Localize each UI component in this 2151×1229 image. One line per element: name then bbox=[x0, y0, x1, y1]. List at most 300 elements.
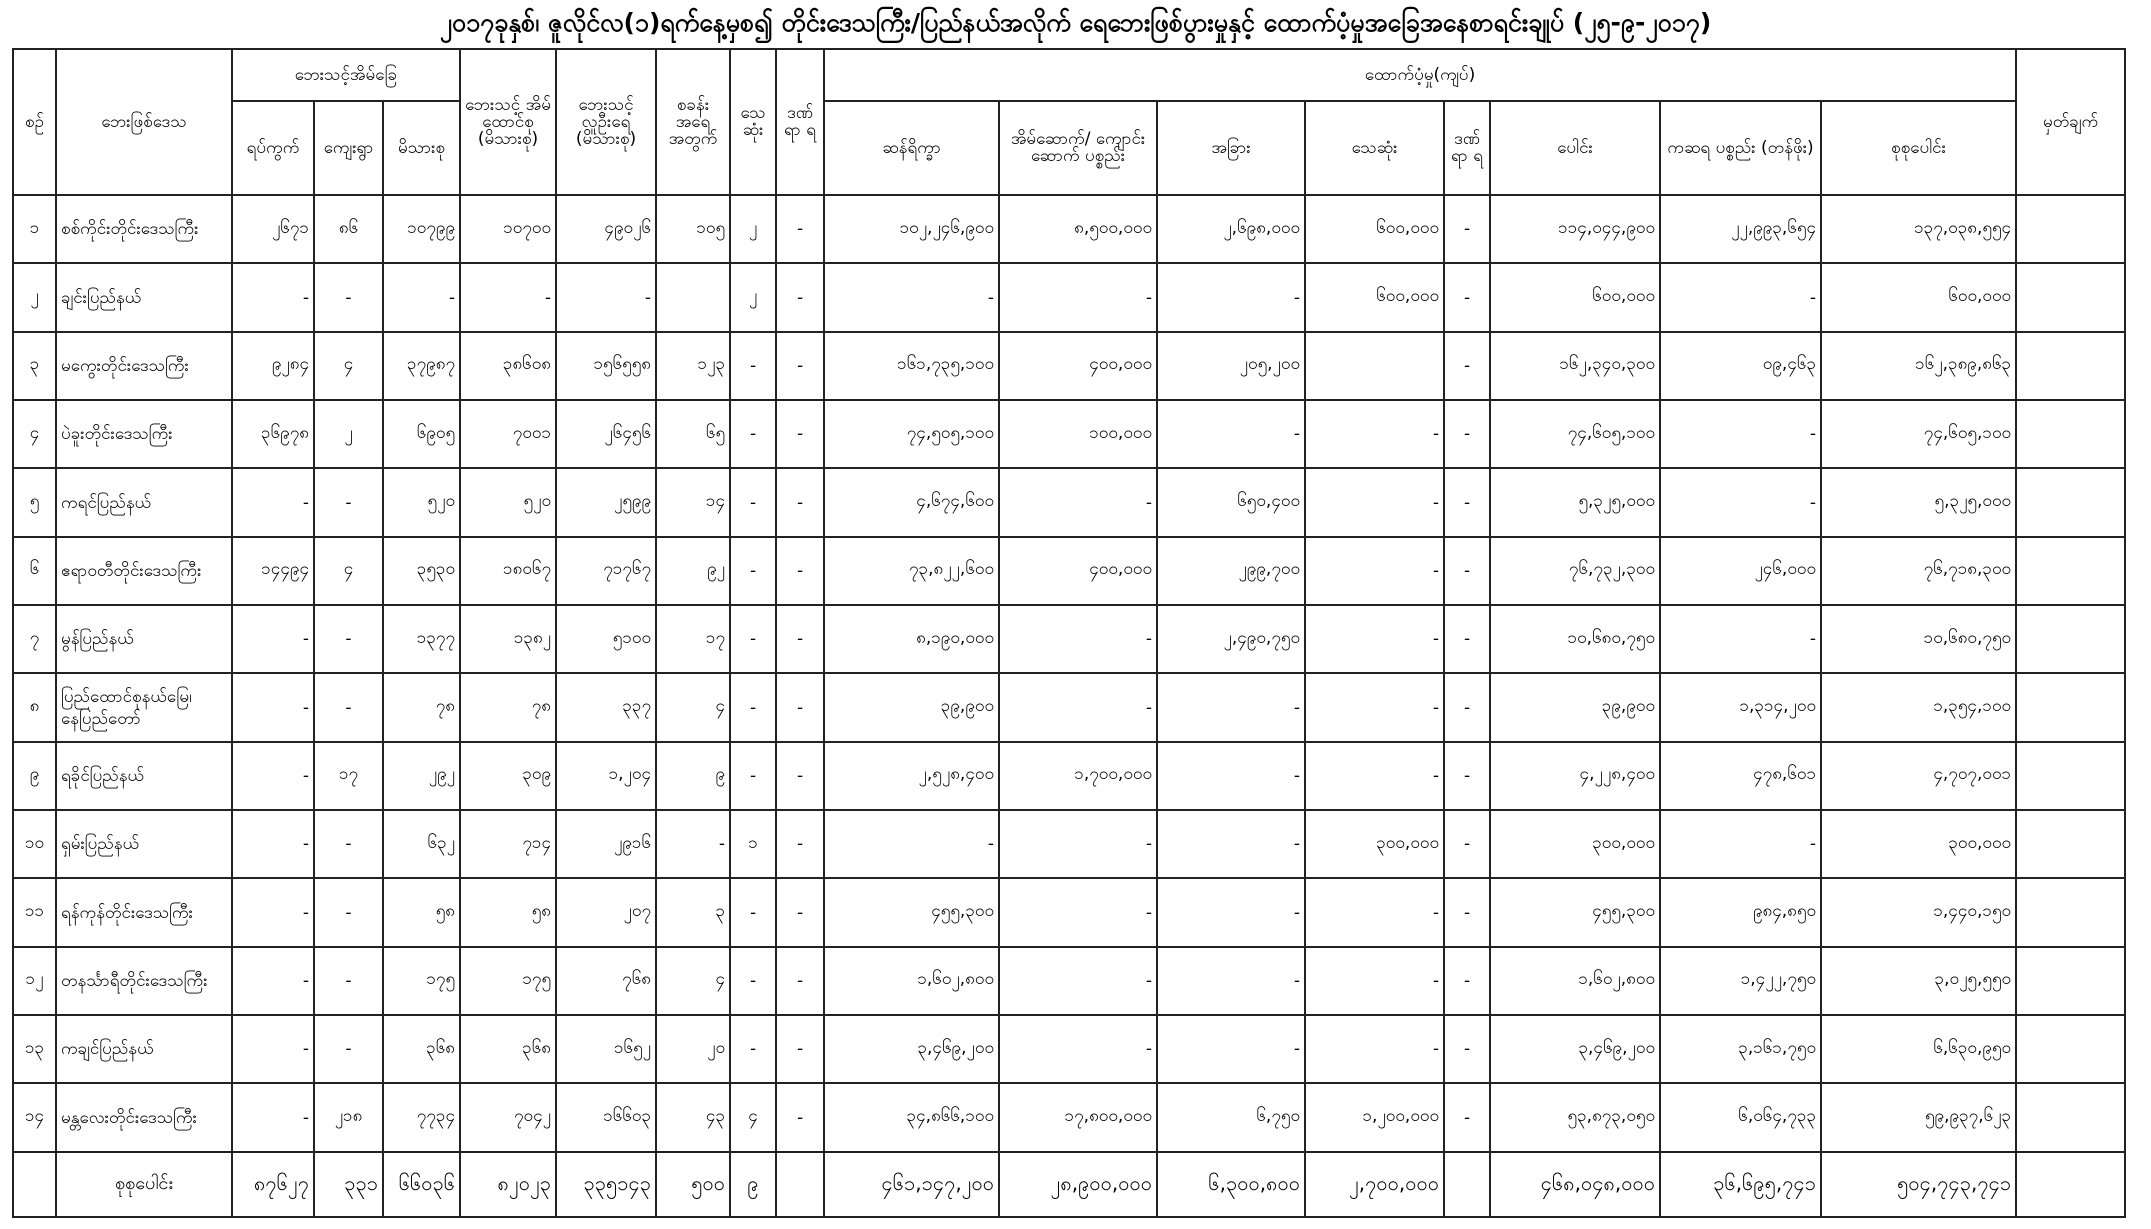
wards-cell: - bbox=[232, 263, 314, 331]
villages-cell: - bbox=[314, 468, 383, 536]
remarks-cell bbox=[2016, 605, 2125, 673]
in-kind-cell: - bbox=[1660, 263, 1821, 331]
injury-aid-cell: - bbox=[1444, 263, 1490, 331]
totals-row bbox=[13, 1152, 2125, 1217]
header-death-aid: သေဆုံး bbox=[1305, 101, 1444, 195]
villages-cell: - bbox=[314, 810, 383, 878]
region-cell: ဧရာဝတီတိုင်းဒေသကြီး bbox=[56, 537, 232, 605]
cash-cell: ၂,၅၂၈,၄၀၀ bbox=[824, 742, 999, 810]
death-aid-cell: - bbox=[1305, 742, 1444, 810]
affected-people-cell: ၁၆၅၂ bbox=[556, 1015, 656, 1083]
in-kind-cell: ၁,၃၁၄,၂၀၀ bbox=[1660, 673, 1821, 741]
table-row bbox=[13, 195, 2125, 263]
camps-cell: ၉၂ bbox=[656, 537, 730, 605]
villages-cell: ၁၇ bbox=[314, 742, 383, 810]
cash-cell: ၁,၆၀၂,၈၀၀ bbox=[824, 947, 999, 1015]
serial-cell: ၄ bbox=[13, 400, 56, 468]
deaths-cell: - bbox=[730, 332, 776, 400]
serial-cell: ၁၂ bbox=[13, 947, 56, 1015]
affected-households-cell: ၃၆၈ bbox=[460, 1015, 556, 1083]
region-cell: ပဲခူးတိုင်းဒေသကြီး bbox=[56, 400, 232, 468]
households-cell: ၆၉၀၅ bbox=[383, 400, 460, 468]
remarks-cell bbox=[2016, 947, 2125, 1015]
house-repair-cell: ၄၀၀,၀၀၀ bbox=[999, 332, 1157, 400]
cash-cell: ၃,၄၆၉,၂၀၀ bbox=[824, 1015, 999, 1083]
remarks-cell bbox=[2016, 810, 2125, 878]
villages-cell: - bbox=[314, 673, 383, 741]
households-cell: ၃၆၈ bbox=[383, 1015, 460, 1083]
subtotal-cell: ၁,၆၀၂,၈၀၀ bbox=[1490, 947, 1660, 1015]
remarks-cell bbox=[2016, 400, 2125, 468]
injured-cell: - bbox=[776, 263, 824, 331]
affected-households-cell: ၁၇၅ bbox=[460, 947, 556, 1015]
affected-households-cell: ၇၁၄ bbox=[460, 810, 556, 878]
wards-cell: - bbox=[232, 605, 314, 673]
remarks-cell bbox=[2016, 468, 2125, 536]
grand-total-cell: ၁,၃၅၄,၁၀၀ bbox=[1821, 673, 2016, 741]
deaths-cell: ၂ bbox=[730, 195, 776, 263]
death-aid-cell: ၁,၂၀၀,၀၀၀ bbox=[1305, 1083, 1444, 1152]
region-cell: ကရင်ပြည်နယ် bbox=[56, 468, 232, 536]
in-kind-cell: ၉၈၄,၈၅၀ bbox=[1660, 878, 1821, 946]
header-region: ဘေးဖြစ်ဒေသ bbox=[56, 49, 232, 195]
serial-cell: ၁၃ bbox=[13, 1015, 56, 1083]
deaths-cell: - bbox=[730, 468, 776, 536]
subtotal-cell: ၇၄,၆၀၅,၁၀၀ bbox=[1490, 400, 1660, 468]
table-row bbox=[13, 468, 2125, 536]
villages-cell: - bbox=[314, 263, 383, 331]
camps-cell: ၁၇ bbox=[656, 605, 730, 673]
cash-cell: ၇၄,၅၀၅,၁၀၀ bbox=[824, 400, 999, 468]
grand-total-cell: ၅၉,၉၃၇,၆၂၃ bbox=[1821, 1083, 2016, 1152]
serial-cell: ၆ bbox=[13, 537, 56, 605]
households-cell: ၂၉၂ bbox=[383, 742, 460, 810]
totals-subtotal: ၄၆၈,၀၄၈,၀၀၀ bbox=[1490, 1152, 1660, 1217]
death-aid-cell: - bbox=[1305, 605, 1444, 673]
deaths-cell: ၁ bbox=[730, 810, 776, 878]
region-cell: မကွေးတိုင်းဒေသကြီး bbox=[56, 332, 232, 400]
camps-cell: ၃ bbox=[656, 878, 730, 946]
death-aid-cell: - bbox=[1305, 468, 1444, 536]
cash-cell: ၃၄,၈၆၆,၁၀၀ bbox=[824, 1083, 999, 1152]
subtotal-cell: ၃၀၀,၀၀၀ bbox=[1490, 810, 1660, 878]
injury-aid-cell: - bbox=[1444, 468, 1490, 536]
injured-cell: - bbox=[776, 878, 824, 946]
region-cell: မွန်ပြည်နယ် bbox=[56, 605, 232, 673]
camps-cell: ၉ bbox=[656, 742, 730, 810]
region-cell: ရန်ကုန်တိုင်းဒေသကြီး bbox=[56, 878, 232, 946]
totals-other: ၆,၃၀၀,၈၀၀ bbox=[1157, 1152, 1305, 1217]
in-kind-cell: ၂၄၆,၀၀၀ bbox=[1660, 537, 1821, 605]
region-cell: ပြည်ထောင်စုနယ်မြေ၊ နေပြည်တော် bbox=[56, 673, 232, 741]
totals-house-repair: ၂၈,၉၀၀,၀၀၀ bbox=[999, 1152, 1157, 1217]
cash-cell: ၇၃,၈၂၂,၆၀၀ bbox=[824, 537, 999, 605]
villages-cell: ၄ bbox=[314, 332, 383, 400]
in-kind-cell: - bbox=[1660, 468, 1821, 536]
injured-cell: - bbox=[776, 195, 824, 263]
page-title: ၂၀၁၇ခုနှစ်၊ ဇူလိုင်လ(၁)ရက်နေ့မှစ၍ တိုင်းဒေသကြီး/ပြည်နယ်အလိုက် ရေဘေးဖြစ်ပွားမှုနှင့် ထောက်ပံ့မှုအခြေအနေစာရင်းချုပ် (၂၅-၉-၂၀၁၇) bbox=[439, 8, 1712, 37]
injured-cell: - bbox=[776, 605, 824, 673]
death-aid-cell: - bbox=[1305, 673, 1444, 741]
villages-cell: - bbox=[314, 947, 383, 1015]
grand-total-cell: ၁၆၂,၃၈၉,၈၆၃ bbox=[1821, 332, 2016, 400]
deaths-cell: - bbox=[730, 605, 776, 673]
villages-cell: ၂၁၈ bbox=[314, 1083, 383, 1152]
deaths-cell: - bbox=[730, 400, 776, 468]
table-row bbox=[13, 400, 2125, 468]
death-aid-cell: - bbox=[1305, 878, 1444, 946]
wards-cell: - bbox=[232, 947, 314, 1015]
deaths-cell: - bbox=[730, 947, 776, 1015]
house-repair-cell: - bbox=[999, 468, 1157, 536]
grand-total-cell: ၅,၃၂၅,၀၀၀ bbox=[1821, 468, 2016, 536]
camps-cell bbox=[656, 263, 730, 331]
subtotal-cell: ၁၆၂,၃၄၀,၃၀၀ bbox=[1490, 332, 1660, 400]
remarks-cell bbox=[2016, 1015, 2125, 1083]
region-cell: ကချင်ပြည်နယ် bbox=[56, 1015, 232, 1083]
totals-grand-total: ၅၀၄,၇၄၃,၇၄၁ bbox=[1821, 1152, 2016, 1217]
wards-cell: - bbox=[232, 1015, 314, 1083]
serial-cell: ၁၁ bbox=[13, 878, 56, 946]
subtotal-cell: ၇၆,၇၃၂,၃၀၀ bbox=[1490, 537, 1660, 605]
injury-aid-cell: - bbox=[1444, 605, 1490, 673]
house-repair-cell: - bbox=[999, 947, 1157, 1015]
totals-villages: ၃၃၁ bbox=[314, 1152, 383, 1217]
households-cell: ၇၇၃၄ bbox=[383, 1083, 460, 1152]
totals-remarks bbox=[2016, 1152, 2125, 1217]
header-wards: ရပ်ကွက် bbox=[232, 101, 314, 195]
header-deaths: သေ ဆုံး bbox=[730, 49, 776, 195]
table-row bbox=[13, 878, 2125, 946]
wards-cell: - bbox=[232, 1083, 314, 1152]
serial-cell: ၁၀ bbox=[13, 810, 56, 878]
injury-aid-cell: - bbox=[1444, 400, 1490, 468]
death-aid-cell: ၆၀၀,၀၀၀ bbox=[1305, 195, 1444, 263]
affected-people-cell: ၁၅၆၅၅၈ bbox=[556, 332, 656, 400]
subtotal-cell: ၄,၂၂၈,၄၀၀ bbox=[1490, 742, 1660, 810]
house-repair-cell: ၄၀၀,၀၀၀ bbox=[999, 537, 1157, 605]
other-cell: - bbox=[1157, 673, 1305, 741]
remarks-cell bbox=[2016, 332, 2125, 400]
house-repair-cell: - bbox=[999, 673, 1157, 741]
region-cell: ရှမ်းပြည်နယ် bbox=[56, 810, 232, 878]
totals-affected-households: ၈၂၀၂၃ bbox=[460, 1152, 556, 1217]
other-cell: - bbox=[1157, 810, 1305, 878]
affected-people-cell: ၃၃၇ bbox=[556, 673, 656, 741]
in-kind-cell: - bbox=[1660, 810, 1821, 878]
totals-cash: ၄၆၁,၁၄၇,၂၀၀ bbox=[824, 1152, 999, 1217]
header-remarks: မှတ်ချက် bbox=[2016, 49, 2125, 195]
injury-aid-cell: - bbox=[1444, 537, 1490, 605]
affected-households-cell: ၁၈၀၆၇ bbox=[460, 537, 556, 605]
remarks-cell bbox=[2016, 263, 2125, 331]
header-affected-group: ဘေးသင့်အိမ်ခြေ bbox=[232, 49, 460, 101]
households-cell: ၆၃၂ bbox=[383, 810, 460, 878]
in-kind-cell: - bbox=[1660, 605, 1821, 673]
households-cell: ၁၇၅ bbox=[383, 947, 460, 1015]
in-kind-cell: ၁,၄၂၂,၇၅၀ bbox=[1660, 947, 1821, 1015]
households-cell: ၇၈ bbox=[383, 673, 460, 741]
totals-households: ၆၆၀၃၆ bbox=[383, 1152, 460, 1217]
totals-affected-people: ၃၃၅၁၄၃ bbox=[556, 1152, 656, 1217]
cash-cell: ၈,၁၉၀,၀၀၀ bbox=[824, 605, 999, 673]
house-repair-cell: - bbox=[999, 605, 1157, 673]
households-cell: ၅၈ bbox=[383, 878, 460, 946]
house-repair-cell: ၁၇,၈၀၀,၀၀၀ bbox=[999, 1083, 1157, 1152]
other-cell: ၂၀၅,၂၀၀ bbox=[1157, 332, 1305, 400]
injured-cell: - bbox=[776, 947, 824, 1015]
camps-cell: ၄ bbox=[656, 947, 730, 1015]
injured-cell: - bbox=[776, 1083, 824, 1152]
house-repair-cell: ၁၀၀,၀၀၀ bbox=[999, 400, 1157, 468]
cash-cell: ၁၆၁,၇၃၅,၁၀၀ bbox=[824, 332, 999, 400]
in-kind-cell: ၆,၀၆၄,၇၃၃ bbox=[1660, 1083, 1821, 1152]
affected-households-cell: ၃၀၉ bbox=[460, 742, 556, 810]
wards-cell: ၃၆၉၇၈ bbox=[232, 400, 314, 468]
affected-households-cell: ၇၀၀၁ bbox=[460, 400, 556, 468]
death-aid-cell: - bbox=[1305, 947, 1444, 1015]
header-grand-total: စုစုပေါင်း bbox=[1821, 101, 2016, 195]
serial-cell: ၃ bbox=[13, 332, 56, 400]
death-aid-cell bbox=[1305, 332, 1444, 400]
serial-cell: ၉ bbox=[13, 742, 56, 810]
table-row bbox=[13, 537, 2125, 605]
injury-aid-cell: - bbox=[1444, 1083, 1490, 1152]
camps-cell: ၄ bbox=[656, 673, 730, 741]
households-cell: - bbox=[383, 263, 460, 331]
header-cash: ဆန်ရိက္ခာ bbox=[824, 101, 999, 195]
affected-households-cell: ၇၀၄၂ bbox=[460, 1083, 556, 1152]
injury-aid-cell: - bbox=[1444, 742, 1490, 810]
remarks-cell bbox=[2016, 673, 2125, 741]
header-injury-aid: ဒဏ် ရာ ရ bbox=[1444, 101, 1490, 195]
remarks-cell bbox=[2016, 537, 2125, 605]
affected-households-cell: - bbox=[460, 263, 556, 331]
death-aid-cell: - bbox=[1305, 400, 1444, 468]
in-kind-cell: - bbox=[1660, 400, 1821, 468]
relief-summary-table bbox=[12, 48, 2126, 1218]
grand-total-cell: ၁,၄၄၀,၁၅၀ bbox=[1821, 878, 2016, 946]
camps-cell: ၆၅ bbox=[656, 400, 730, 468]
death-aid-cell: - bbox=[1305, 1015, 1444, 1083]
header-villages: ကျေးရွာ bbox=[314, 101, 383, 195]
cash-cell: ၄,၆၇၄,၆၀၀ bbox=[824, 468, 999, 536]
remarks-cell bbox=[2016, 195, 2125, 263]
totals-death-aid: ၂,၇၀၀,၀၀၀ bbox=[1305, 1152, 1444, 1217]
affected-people-cell: - bbox=[556, 263, 656, 331]
remarks-cell bbox=[2016, 1083, 2125, 1152]
region-cell: စစ်ကိုင်းတိုင်းဒေသကြီး bbox=[56, 195, 232, 263]
affected-people-cell: ၂၉၁၆ bbox=[556, 810, 656, 878]
grand-total-cell: ၇၄,၆၀၅,၁၀၀ bbox=[1821, 400, 2016, 468]
region-cell: တနင်္သာရီတိုင်းဒေသကြီး bbox=[56, 947, 232, 1015]
injured-cell: - bbox=[776, 332, 824, 400]
affected-households-cell: ၅၈ bbox=[460, 878, 556, 946]
header-house-repair: အိမ်ဆောက်/ ကျောင်းဆောက် ပစ္စည်း bbox=[999, 101, 1157, 195]
camps-cell: ၂၀ bbox=[656, 1015, 730, 1083]
affected-households-cell: ၅၂၀ bbox=[460, 468, 556, 536]
injury-aid-cell: - bbox=[1444, 673, 1490, 741]
villages-cell: ၄ bbox=[314, 537, 383, 605]
serial-cell: ၂ bbox=[13, 263, 56, 331]
affected-households-cell: ၁၃၈၂ bbox=[460, 605, 556, 673]
table-row bbox=[13, 605, 2125, 673]
injury-aid-cell: - bbox=[1444, 332, 1490, 400]
households-cell: ၃၅၃၀ bbox=[383, 537, 460, 605]
totals-injury-aid bbox=[1444, 1152, 1490, 1217]
other-cell: - bbox=[1157, 1015, 1305, 1083]
affected-households-cell: ၁၀၇၀၀ bbox=[460, 195, 556, 263]
serial-cell: ၈ bbox=[13, 673, 56, 741]
villages-cell: - bbox=[314, 605, 383, 673]
households-cell: ၁၀၇၉၉ bbox=[383, 195, 460, 263]
deaths-cell: - bbox=[730, 878, 776, 946]
header-sn: စဥ် bbox=[13, 49, 56, 195]
affected-people-cell: ၅၁၀၀ bbox=[556, 605, 656, 673]
wards-cell: - bbox=[232, 810, 314, 878]
table-row bbox=[13, 947, 2125, 1015]
house-repair-cell: ၁,၇၀၀,၀၀၀ bbox=[999, 742, 1157, 810]
other-cell: - bbox=[1157, 878, 1305, 946]
house-repair-cell: - bbox=[999, 810, 1157, 878]
death-aid-cell: - bbox=[1305, 537, 1444, 605]
camps-cell: ၁၄ bbox=[656, 468, 730, 536]
injured-cell: - bbox=[776, 742, 824, 810]
serial-cell: ၁၄ bbox=[13, 1083, 56, 1152]
injured-cell: - bbox=[776, 400, 824, 468]
other-cell: - bbox=[1157, 400, 1305, 468]
in-kind-cell: ၀၉,၄၆၃ bbox=[1660, 332, 1821, 400]
deaths-cell: - bbox=[730, 742, 776, 810]
affected-people-cell: ၂၅၉၉ bbox=[556, 468, 656, 536]
totals-camps: ၅၀၀ bbox=[656, 1152, 730, 1217]
table-row bbox=[13, 332, 2125, 400]
affected-people-cell: ၂၀၇ bbox=[556, 878, 656, 946]
serial-cell: ၁ bbox=[13, 195, 56, 263]
grand-total-cell: ၃,၀၂၅,၅၅၀ bbox=[1821, 947, 2016, 1015]
grand-total-cell: ၆၀၀,၀၀၀ bbox=[1821, 263, 2016, 331]
wards-cell: ၉၂၈၄ bbox=[232, 332, 314, 400]
wards-cell: - bbox=[232, 742, 314, 810]
wards-cell: - bbox=[232, 468, 314, 536]
header-households: မိသားစု bbox=[383, 101, 460, 195]
header-support-group: ထောက်ပံ့မှု(ကျပ်) bbox=[824, 49, 2016, 101]
injury-aid-cell: - bbox=[1444, 810, 1490, 878]
villages-cell: ၂ bbox=[314, 400, 383, 468]
villages-cell: - bbox=[314, 1015, 383, 1083]
other-cell: ၆,၇၅၀ bbox=[1157, 1083, 1305, 1152]
other-cell: ၂,၆၉၈,၀၀၀ bbox=[1157, 195, 1305, 263]
wards-cell: ၂၆၇၁ bbox=[232, 195, 314, 263]
grand-total-cell: ၇၆,၇၁၈,၃၀၀ bbox=[1821, 537, 2016, 605]
camps-cell: ၄၃ bbox=[656, 1083, 730, 1152]
house-repair-cell: ၈,၅၀၀,၀၀၀ bbox=[999, 195, 1157, 263]
injured-cell: - bbox=[776, 810, 824, 878]
households-cell: ၁၃၇၇ bbox=[383, 605, 460, 673]
table-row bbox=[13, 673, 2125, 741]
cash-cell: - bbox=[824, 263, 999, 331]
remarks-cell bbox=[2016, 878, 2125, 946]
in-kind-cell: ၄၇၈,၆၀၁ bbox=[1660, 742, 1821, 810]
camps-cell: ၁၀၅ bbox=[656, 195, 730, 263]
affected-households-cell: ၃၈၆၀၈ bbox=[460, 332, 556, 400]
in-kind-cell: ၃,၁၆၁,၇၅၀ bbox=[1660, 1015, 1821, 1083]
cash-cell: ၁၀၂,၂၄၆,၉၀၀ bbox=[824, 195, 999, 263]
other-cell: ၂၉၉,၇၀၀ bbox=[1157, 537, 1305, 605]
house-repair-cell: - bbox=[999, 1015, 1157, 1083]
subtotal-cell: ၁၀,၆၈၀,၇၅၀ bbox=[1490, 605, 1660, 673]
subtotal-cell: ၃,၄၆၉,၂၀၀ bbox=[1490, 1015, 1660, 1083]
affected-people-cell: ၇၆၈ bbox=[556, 947, 656, 1015]
region-cell: ချင်းပြည်နယ် bbox=[56, 263, 232, 331]
grand-total-cell: ၁၀,၆၈၀,၇၅၀ bbox=[1821, 605, 2016, 673]
death-aid-cell: ၃၀၀,၀၀၀ bbox=[1305, 810, 1444, 878]
affected-people-cell: ၂၆၄၅၆ bbox=[556, 400, 656, 468]
totals-label: စုစုပေါင်း bbox=[56, 1152, 232, 1217]
other-cell: - bbox=[1157, 947, 1305, 1015]
subtotal-cell: ၅၃,၈၇၃,၀၅၀ bbox=[1490, 1083, 1660, 1152]
totals-injured bbox=[776, 1152, 824, 1217]
affected-people-cell: ၄၉၀၂၆ bbox=[556, 195, 656, 263]
serial-cell: ၅ bbox=[13, 468, 56, 536]
header-other: အခြား bbox=[1157, 101, 1305, 195]
injury-aid-cell: - bbox=[1444, 878, 1490, 946]
affected-households-cell: ၇၈ bbox=[460, 673, 556, 741]
other-cell: - bbox=[1157, 742, 1305, 810]
table-body bbox=[13, 195, 2125, 1152]
header-affected-people: ဘေးသင့် လူဦးရေ (မိသားစု) bbox=[556, 49, 656, 195]
injured-cell: - bbox=[776, 1015, 824, 1083]
table-row bbox=[13, 1015, 2125, 1083]
wards-cell: - bbox=[232, 673, 314, 741]
cash-cell: - bbox=[824, 810, 999, 878]
subtotal-cell: ၃၉,၉၀၀ bbox=[1490, 673, 1660, 741]
households-cell: ၅၂၀ bbox=[383, 468, 460, 536]
grand-total-cell: ၄,၇၀၇,၀၀၁ bbox=[1821, 742, 2016, 810]
deaths-cell: - bbox=[730, 673, 776, 741]
injured-cell: - bbox=[776, 673, 824, 741]
remarks-cell bbox=[2016, 742, 2125, 810]
cash-cell: ၃၉,၉၀၀ bbox=[824, 673, 999, 741]
table-row bbox=[13, 263, 2125, 331]
header-injured: ဒဏ် ရာ ရ bbox=[776, 49, 824, 195]
table-row bbox=[13, 1083, 2125, 1152]
table-row bbox=[13, 810, 2125, 878]
villages-cell: ၈၆ bbox=[314, 195, 383, 263]
table-row bbox=[13, 742, 2125, 810]
injury-aid-cell: - bbox=[1444, 947, 1490, 1015]
death-aid-cell: ၆၀၀,၀၀၀ bbox=[1305, 263, 1444, 331]
affected-people-cell: ၇၁၇၆၇ bbox=[556, 537, 656, 605]
camps-cell: - bbox=[656, 810, 730, 878]
affected-people-cell: ၁,၂၀၄ bbox=[556, 742, 656, 810]
house-repair-cell: - bbox=[999, 878, 1157, 946]
injury-aid-cell: - bbox=[1444, 195, 1490, 263]
header-subtotal: ပေါင်း bbox=[1490, 101, 1660, 195]
injured-cell: - bbox=[776, 537, 824, 605]
affected-people-cell: ၁၆၆၀၃ bbox=[556, 1083, 656, 1152]
region-cell: မန္တလေးတိုင်းဒေသကြီး bbox=[56, 1083, 232, 1152]
subtotal-cell: ၆၀၀,၀၀၀ bbox=[1490, 263, 1660, 331]
camps-cell: ၁၂၃ bbox=[656, 332, 730, 400]
wards-cell: - bbox=[232, 878, 314, 946]
subtotal-cell: ၁၁၄,၀၄၄,၉၀၀ bbox=[1490, 195, 1660, 263]
other-cell: ၂,၄၉၀,၇၅၀ bbox=[1157, 605, 1305, 673]
villages-cell: - bbox=[314, 878, 383, 946]
cash-cell: ၄၅၅,၃၀၀ bbox=[824, 878, 999, 946]
serial-cell: ၇ bbox=[13, 605, 56, 673]
totals-in-kind: ၃၆,၆၉၅,၇၄၁ bbox=[1660, 1152, 1821, 1217]
